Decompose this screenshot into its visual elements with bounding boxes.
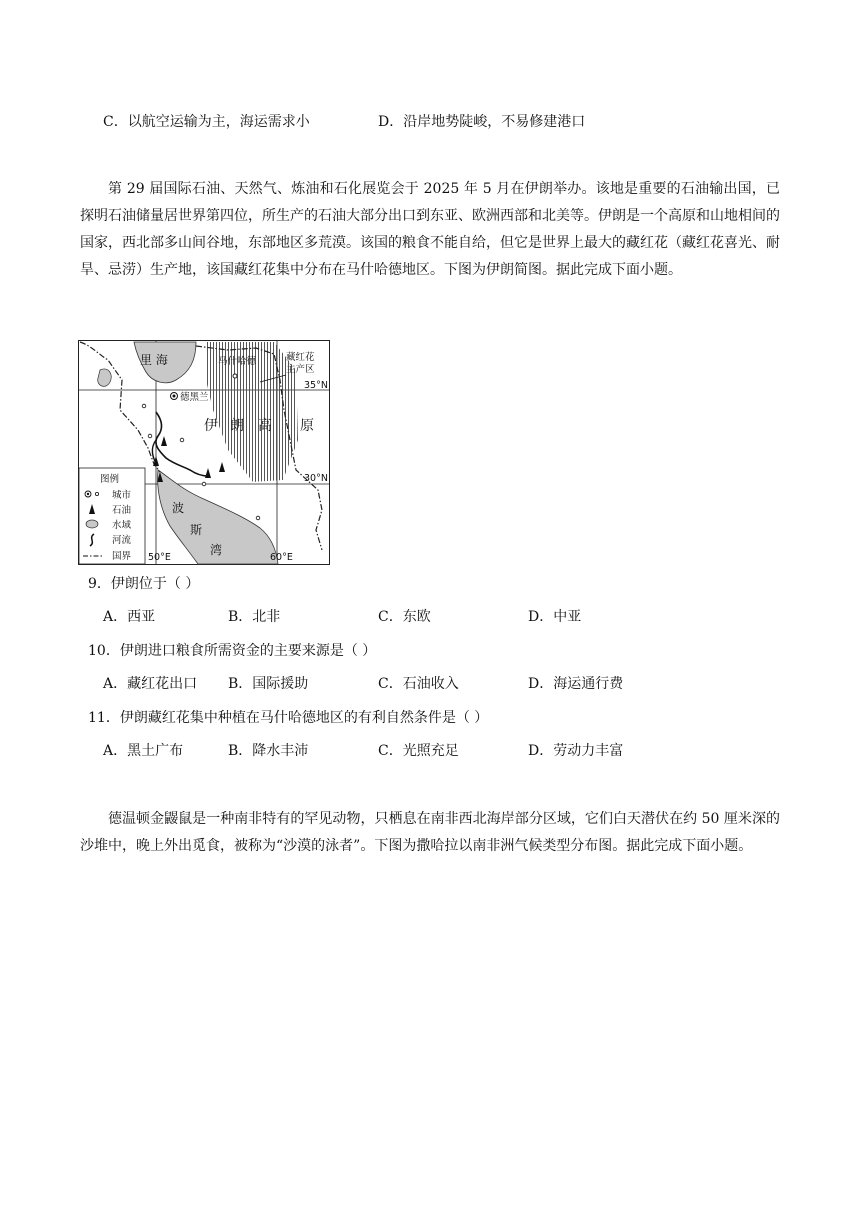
saffron-label-2: 主产区 [286, 364, 315, 375]
plateau-char-4: 原 [300, 418, 314, 434]
legend-water: 水域 [112, 520, 132, 531]
question-10-stem: 10．伊朗进口粮食所需资金的主要来源是（ ） [88, 643, 377, 659]
mashhad-city [233, 374, 237, 378]
passage-iran [80, 176, 780, 284]
plateau-char-2: 朗 [230, 418, 244, 434]
question-11-options [103, 741, 723, 761]
legend-oil: 石油 [112, 505, 132, 516]
plateau-char-1: 伊 [204, 418, 218, 434]
passage-golden-mole [80, 806, 780, 860]
lat35-label: 35°N [304, 380, 328, 391]
q10-option-c[interactable]: C．石油收入 [378, 676, 459, 692]
passage-iran-text: 第 29 届国际石油、天然气、炼油和石化展览会于 2025 年 5 月在伊朗举办。该地是重要的石油输出国，已探明石油储量居世界第四位，所生产的石油大部分出口到东亚、欧洲西部和北美等。伊朗是一个高原和山地相间的国家，西北部多山间谷地，东部地区多荒漠。该国的粮食不能自给，但它是世界上最大的藏红花（藏红花喜光、耐旱、忌涝）生产地，该国藏红花集中分布在马什哈德地区。下图为伊朗简图。据此完成下面小题。 [80, 181, 780, 278]
plateau-char-3: 高 [258, 418, 272, 434]
saffron-label-1: 藏红花 [286, 352, 315, 363]
tehran-label: 德黑兰 [180, 392, 209, 403]
iran-map [78, 340, 330, 565]
q10-option-d[interactable]: D．海运通行费 [528, 676, 624, 692]
q11-option-a[interactable]: A．黑土广布 [103, 743, 184, 759]
q11-option-b[interactable]: B．降水丰沛 [228, 743, 309, 759]
lat30-label: 30°N [304, 473, 328, 484]
legend-border: 国界 [112, 551, 132, 562]
tehran-city [173, 395, 176, 398]
passage-golden-mole-text: 德温顿金鼹鼠是一种南非特有的罕见动物，只栖息在南非西北海岸部分区域，它们白天潜伏在约 50 厘米深的沙堆中，晚上外出觅食，被称为“沙漠的泳者”。下图为撒哈拉以南非洲气候类型分布图。据此完成下面小题。 [80, 811, 780, 854]
q10-option-b[interactable]: B．国际援助 [228, 676, 309, 692]
q9-option-c[interactable]: C．东欧 [378, 609, 431, 625]
question-10-options [103, 674, 723, 694]
legend-city: 城市 [112, 490, 132, 501]
legend-title: 图例 [100, 474, 120, 485]
q11-option-d[interactable]: D．劳动力丰富 [528, 743, 624, 759]
q9-option-a[interactable]: A．西亚 [103, 609, 156, 625]
lake-urmia [98, 369, 112, 386]
question-11-stem: 11．伊朗藏红花集中种植在马什哈德地区的有利自然条件是（ ） [88, 710, 489, 726]
caspian-label: 里 海 [140, 353, 168, 367]
gulf-char-3: 湾 [210, 543, 223, 557]
lon50-label: 50°E [148, 552, 171, 563]
q9-option-b[interactable]: B．北非 [228, 609, 281, 625]
legend-river: 河流 [112, 535, 132, 546]
option-c-prev: C．以航空运输为主，海运需求小 [103, 114, 310, 130]
gulf-char-2: 斯 [190, 523, 203, 537]
question-9-options [103, 607, 723, 627]
map-legend [79, 468, 145, 564]
q11-option-c[interactable]: C．光照充足 [378, 743, 459, 759]
question-9-stem: 9．伊朗位于（ ） [88, 576, 200, 592]
lon60-label: 60°E [270, 552, 293, 563]
mashhad-label: 马什哈德 [218, 356, 257, 367]
gulf-char-1: 波 [172, 501, 185, 515]
option-d-prev: D．沿岸地势陡峻，不易修建港口 [378, 114, 586, 130]
q9-option-d[interactable]: D．中亚 [528, 609, 582, 625]
q10-option-a[interactable]: A．藏红花出口 [103, 676, 198, 692]
